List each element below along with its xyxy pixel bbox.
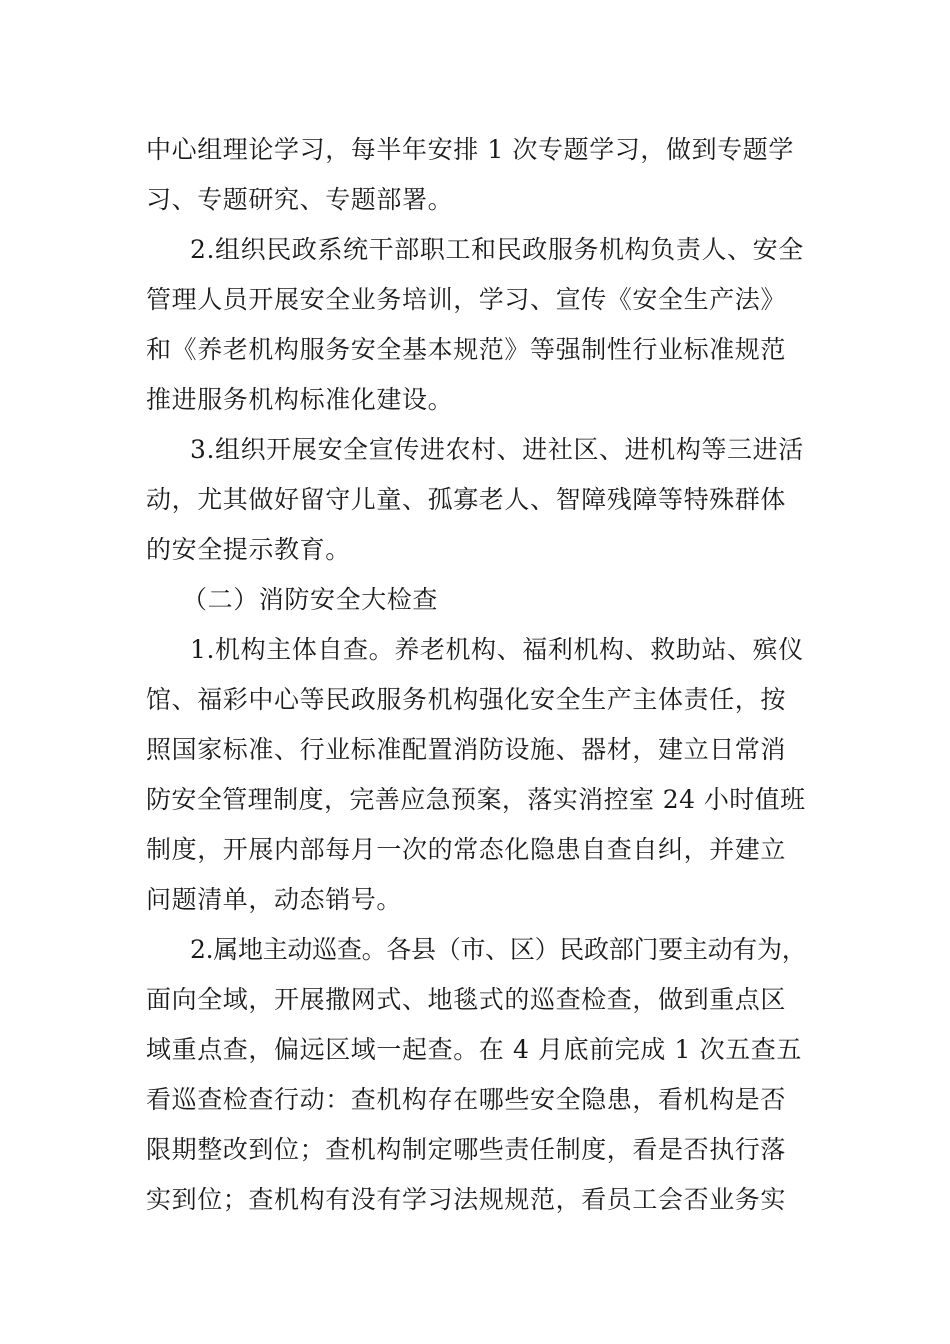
text-line: 2.组织民政系统干部职工和民政服务机构负责人、安全 xyxy=(190,235,804,264)
text-line: 推进服务机构标准化建设。 xyxy=(146,385,454,414)
text-line: 面向全域，开展撒网式、地毯式的巡查检查，做到重点区 xyxy=(146,985,787,1014)
text-line: 3.组织开展安全宣传进农村、进社区、进机构等三进活 xyxy=(190,435,804,464)
text-line: 实到位；查机构有没有学习法规规范，看员工会否业务实 xyxy=(146,1185,787,1214)
text-line: 1.机构主体自查。养老机构、福利机构、救助站、殡仪 xyxy=(190,635,804,664)
section-heading: （二）消防安全大检查 xyxy=(182,585,439,614)
text-line: 域重点查，偏远区域一起查。在 4 月底前完成 1 次五查五 xyxy=(146,1035,803,1064)
text-line: 制度，开展内部每月一次的常态化隐患自查自纠，并建立 xyxy=(146,835,787,864)
text-line: 的安全提示教育。 xyxy=(146,535,351,564)
text-line: 和《养老机构服务安全基本规范》等强制性行业标准规范 xyxy=(146,335,787,364)
text-line: 防安全管理制度，完善应急预案，落实消控室 24 小时值班 xyxy=(146,785,806,814)
text-line: 中心组理论学习，每半年安排 1 次专题学习，做到专题学 xyxy=(146,135,795,164)
text-line: 限期整改到位；查机构制定哪些责任制度，看是否执行落 xyxy=(146,1135,787,1164)
text-line: 动，尤其做好留守儿童、孤寡老人、智障残障等特殊群体 xyxy=(146,485,787,514)
text-line: 照国家标准、行业标准配置消防设施、器材，建立日常消 xyxy=(146,735,787,764)
text-line: 问题清单，动态销号。 xyxy=(146,885,403,914)
text-line: 馆、福彩中心等民政服务机构强化安全生产主体责任，按 xyxy=(146,685,787,714)
text-line: 看巡查检查行动：查机构存在哪些安全隐患，看机构是否 xyxy=(146,1085,787,1114)
text-line: 管理人员开展安全业务培训，学习、宣传《安全生产法》 xyxy=(146,285,787,314)
text-line: 习、专题研究、专题部署。 xyxy=(146,185,454,214)
text-line: 2.属地主动巡查。各县（市、区）民政部门要主动有为， xyxy=(190,935,807,964)
